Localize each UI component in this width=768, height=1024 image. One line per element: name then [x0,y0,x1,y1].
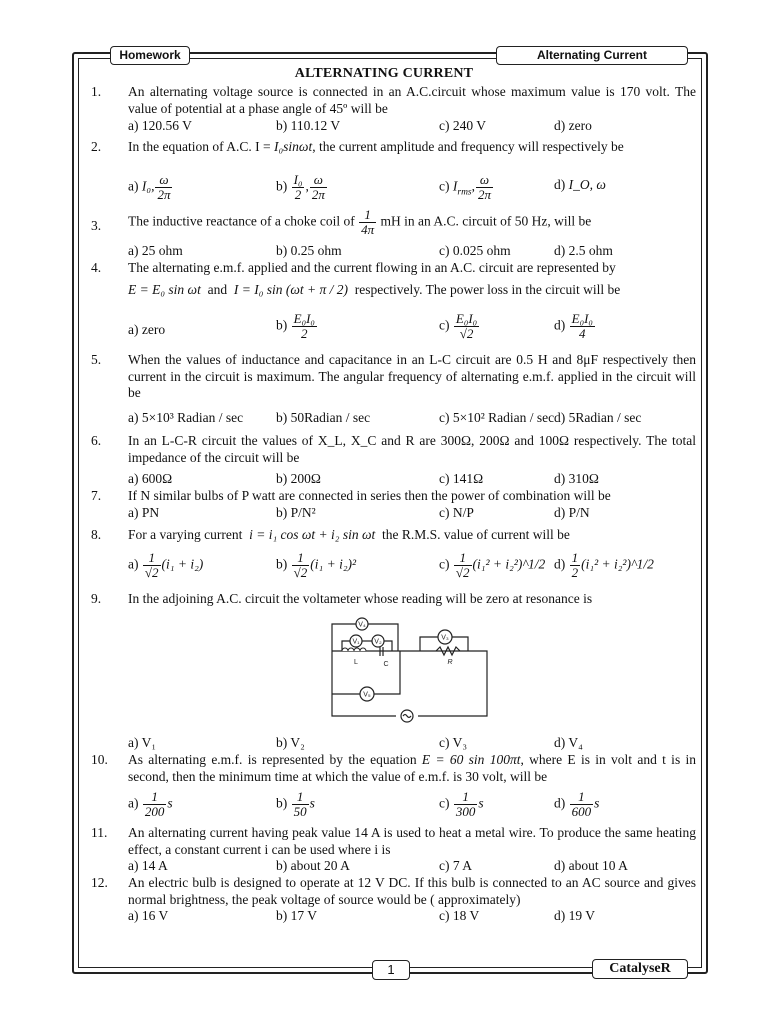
question-number: 8. [91,527,102,542]
option-d: d) $\frac{\text{E₀I₀}}{4}$ [554,311,593,341]
question-number: 10. [91,752,108,767]
inductor-label: L [354,659,358,666]
question-text: If N similar bulbs of P watt are connected in series then the power of combination will be [128,488,611,503]
option-c: c) $\frac{1}{300}$ s [439,789,484,819]
option-c: c) 0.025 ohm [439,243,511,258]
v1-label: V₁ [352,638,360,646]
question-text: In the equation of A.C. I = I₀sinωt, the current amplitude and frequency will respectively be [128,139,624,154]
option-c: c) $I_{rms}$, $\frac{\omega}{2\pi}$ [439,172,492,202]
option-a: a) zero [128,322,166,337]
question-text: The inductive reactance of a choke coil of $\frac{1}{4\pi}$ mH in an A.C. circuit of 50 Hz, will be [128,207,592,237]
option-c: c) V₃ [439,735,468,750]
option-a: a) 5×10³ Radian / sec [128,410,244,425]
v2-label: V₂ [374,638,382,646]
v5-label: V₅ [363,691,371,699]
options [128,163,696,203]
option-d: d) I_O, ω [554,177,606,192]
option-b: b) V₂ [276,735,305,750]
option-c: c) 240 V [439,118,486,133]
question-text: For a varying current i = i₁ cos ωt + i₂ sin ωt the R.M.S. value of current will be [128,527,570,542]
option-d: d) $\frac{1}{600}$ s [554,789,600,819]
option-a: a) 600Ω [128,471,173,486]
options [128,312,696,352]
option-b: b) 50Radian / sec [276,410,371,425]
equation: E = E₀ sin ωt [128,281,201,297]
question-number: 2. [91,139,102,154]
option-c: c) 7 A [439,858,472,873]
option-d: d) V₄ [554,735,583,750]
question-text: The alternating e.m.f. applied and the current flowing in an A.C. circuit are represented by E = E₀ sin ωt and I = I₀ sin (ωt + π / 2) respectively. The power loss in the circuit will be [128,260,621,297]
question-number: 12. [91,875,108,890]
question-number: 7. [91,488,102,503]
question-number: 1. [91,84,102,99]
option-c: c) 141Ω [439,471,484,486]
question-text: An alternating voltage source is connected in an A.C.circuit whose maximum value is 170 volt. The value of potential at a phase angle of 45º will be [128,84,696,116]
option-c: c) 5×10² Radian / sec [439,410,555,425]
question-number: 11. [91,825,108,840]
equation: I₀sinωt [273,139,313,154]
option-c: c) N/P [439,505,474,520]
question-number: 6. [91,433,102,448]
option-b: b) $\frac{\text{I₀}}{2}$ , $\frac{\omega}{2\pi}$ [276,172,325,202]
options [128,551,696,591]
v4-label: V₄ [358,621,366,629]
question-text: An alternating current having peak value 14 A is used to heat a metal wire. To produce the same heating effect, a constant current i can be used where i is [128,825,696,857]
option-b: b) 200Ω [276,471,321,486]
question-text: In the adjoining A.C. circuit the voltameter whose reading will be zero at resonance is [128,591,593,606]
option-c: c) 18 V [439,908,480,923]
option-a: a) 25 ohm [128,243,183,258]
option-a: a) $\frac{1}{200}$ s [128,789,173,819]
option-a: a) 14 A [128,858,168,873]
header-chapter-tab: Alternating Current [496,46,688,65]
option-c: c) $\frac{\text{E₀I₀}}{√2}$ [439,311,478,341]
circuit-diagram [328,614,492,726]
question-text: When the values of inductance and capacitance in an L-C circuit are 0.5 H and 8μF respectively then current in the circuit is maximum. The angular frequency of alternating e.m.f. applied in the circuit will be [128,352,696,400]
question-number: 9. [91,591,102,606]
option-a: a) 120.56 V [128,118,192,133]
option-b: b) P/N² [276,505,316,520]
option-b: b) 0.25 ohm [276,243,342,258]
brand-logo-text: CatalyseR [592,959,688,979]
option-d: d) P/N [554,505,590,520]
option-d: d) about 10 A [554,858,628,873]
page-number: 1 [372,960,410,980]
option-a: a) PN [128,505,160,520]
option-a: a) V₁ [128,735,157,750]
resistor-label: R [447,659,453,666]
question-text: In an L-C-R circuit the values of X_L, X_C and R are 300Ω, 200Ω and 100Ω respectively. The total impedance of the circuit will be [128,433,696,465]
header-homework-tab: Homework [110,46,190,65]
option-b: b) 110.12 V [276,118,341,133]
page-title: ALTERNATING CURRENT [294,66,474,81]
option-a: a) $\frac{1}{√2}$ (i₁ + i₂) [128,550,204,580]
equation: E = 60 sin 100πt [421,752,521,767]
option-d: d) 310Ω [554,471,599,486]
option-b: b) $\frac{1}{50}$ s [276,789,315,819]
capacitor-label: C [383,661,389,668]
option-b: b) about 20 A [276,858,350,873]
option-d: d) 5Radian / sec [554,410,642,425]
equation: i = i₁ cos ωt + i₂ sin ωt [249,527,376,542]
question-number: 3. [91,218,102,233]
option-b: b) 17 V [276,908,318,923]
question-number: 5. [91,352,102,367]
options [128,790,696,830]
option-d: d) 19 V [554,908,596,923]
option-d: d) $\frac{1}{2}$ (i₁² + i₂²)^1/2 [554,550,654,580]
question-text: As alternating e.m.f. is represented by the equation E = 60 sin 100πt, where E is in volt and t is in second, then the minimum time at which the value of e.m.f. is 30 volt, will be [128,752,696,784]
v3-label: V₃ [441,634,449,642]
question-text: An electric bulb is designed to operate at 12 V DC. If this bulb is connected to an AC source and gives normal brightness, the peak voltage of source would be ( approximately) [128,875,696,907]
option-d: d) zero [554,118,592,133]
question-number: 4. [91,260,102,275]
option-b: b) $\frac{1}{√2}$ (i₁ + i₂)² [276,550,357,580]
option-a: a) I₀, $\frac{\omega}{2\pi}$ [128,172,171,202]
option-b: b) $\frac{\text{E₀I₀}}{2}$ [276,311,315,341]
options [128,908,696,948]
option-c: c) $\frac{1}{√2}$ (i₁² + i₂²)^1/2 [439,550,546,580]
equation: I = I₀ sin (ωt + π / 2) [233,281,349,297]
option-d: d) 2.5 ohm [554,243,613,258]
option-a: a) 16 V [128,908,169,923]
